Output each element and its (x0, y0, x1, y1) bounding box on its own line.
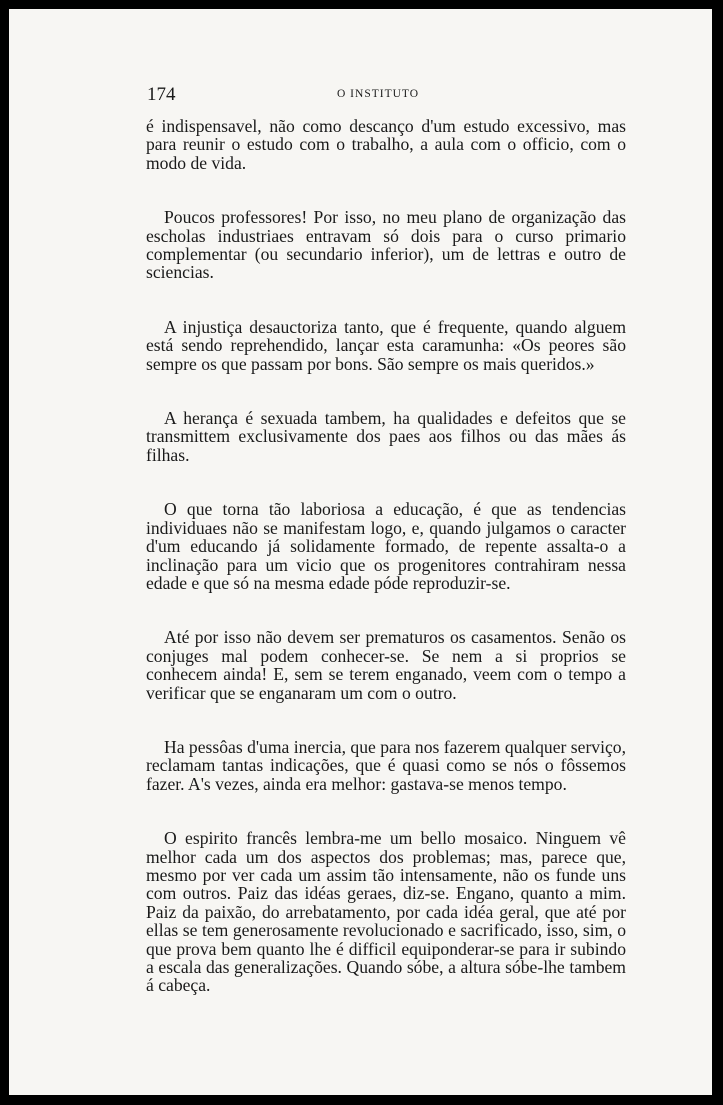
paragraph-casamentos: Até por isso não devem ser prematuros os casamentos. Senão os conjuges mal podem conhecer-se. Se nem a si proprios se conhecem ainda! E, sem se terem enganado, veem com o tempo a verificar que se enganaram um com o outro. (146, 627, 626, 703)
paragraph-continuation: é indispensavel, não como descanço d'um estudo excessivo, mas para reunir o estudo com o trabalho, a aula com o officio, com o modo de vida. (146, 116, 626, 173)
paragraph-professores: Poucos professores! Por isso, no meu plano de organização das escholas industriaes entravam só dois para o curso primario complementar (ou secundario inferior), um de lettras e outro de sciencias. (146, 207, 626, 283)
page-header (147, 84, 625, 110)
paragraph-injustica: A injustiça desauctoriza tanto, que é frequente, quando alguem está sendo reprehendido, lançar esta caramunha: «Os peores são sempre os que passam por bons. São sempre os mais queridos.» (146, 316, 626, 374)
paragraph-heranca: A herança é sexuada tambem, ha qualidades e defeitos que se transmittem exclusivamente dos paes aos filhos ou das mães ás filhas. (146, 408, 626, 465)
book-page (9, 9, 712, 1095)
paragraph-inercia: Ha pessôas d'uma inercia, que para nos fazerem qualquer serviço, reclamam tantas indicações, que é quasi como se nós o fôssemos fazer. A's vezes, ainda era melhor: gastava-se menos tempo. (146, 736, 626, 794)
body-text (146, 117, 626, 995)
paragraph-espirito-frances: O espirito francês lembra-me um bello mosaico. Ninguem vê melhor cada um dos aspectos dos problemas; mas, parece que, mesmo por ver cada um assim tão intensamente, não os funde uns com outros. Paiz das idéas geraes, diz-se. Engano, quanto a mim. Paiz da paixão, do arrebatamento, por cada idéa geral, que até por ellas se tem generosamente revolucionado e sacrificado, isso, sim, o que prova bem quanto lhe é difficil equiponderar-se para ir subindo a escala das generalizações. Quando sóbe, a altura sóbe-lhe tambem á cabeça. (146, 828, 626, 996)
paragraph-educacao: O que torna tão laboriosa a educação, é que as tendencias individuaes não se manifestam logo, e, quando julgamos o caracter d'um educando já solidamente formado, de repente assalta-o a inclinação para um vicio que os progenitores contrahiram nessa edade e que só na mesma edade póde reproduzir-se. (146, 499, 626, 593)
running-title: O INSTITUTO (337, 88, 420, 100)
page-number: 174 (147, 84, 176, 105)
